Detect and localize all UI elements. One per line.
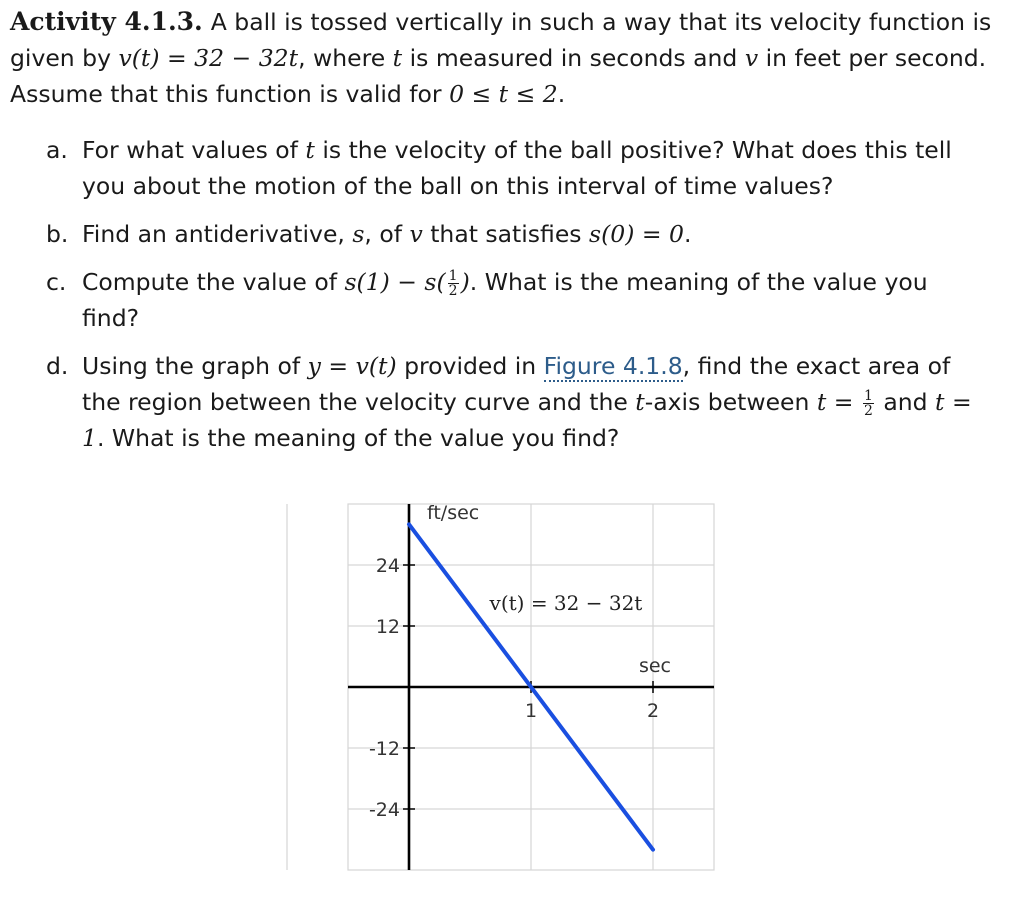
activity-title: Activity 4.1.3. [10,7,203,36]
task-text: . What is the meaning of the value you find? [96,424,620,452]
task-text: , find the exact area of the region between the velocity curve and the [82,352,951,416]
task-text: Find an antiderivative, [82,220,353,248]
task-text: that satisfies [422,220,590,248]
y-axis-unit-label: ft/sec [427,502,480,524]
intro-text: is measured in seconds and [402,44,745,72]
task-text: . [683,220,692,248]
fraction-denominator: 2 [863,403,873,419]
math-expression: s(1) − s( [344,268,446,296]
y-tick-label: 12 [375,616,400,638]
math-variable: t [305,136,315,164]
task-text: For what values of [82,136,306,164]
task-text: and [875,388,936,416]
y-tick-label: -12 [368,738,400,760]
task-marker: a. [46,136,68,164]
y-tick-label: 24 [375,555,400,577]
task-text: Compute the value of [82,268,345,296]
intro-text: in feet per second. Assume that this function is valid for [10,44,987,108]
x-tick-label: 1 [524,700,538,722]
intro-text: , where [298,44,393,72]
math-variable: t [392,44,403,72]
fraction-denominator: 2 [448,283,458,299]
intro-text: A ball is tossed vertically in such a way that its velocity function is given by [10,8,992,72]
fraction-numerator: 1 [863,388,873,404]
task-text: is the velocity of the ball positive? What does this tell you about the motion of the ball on this interval of time values? [82,136,952,200]
task-text: . What is the meaning of the value you find? [82,268,928,332]
math-expression: s(0) = 0 [589,220,684,248]
math-variable: s [352,220,365,248]
curve-label: v(t) = 32 − 32t [489,591,643,616]
math-expression: t = [816,388,861,416]
task-text: -axis between [644,388,817,416]
task-text: Using the graph of [82,352,308,380]
task-marker: c. [46,268,67,296]
math-expression: ) [460,268,470,296]
y-tick-label: -24 [368,799,400,821]
velocity-formula: v(t) = 32 − 32t [118,44,299,72]
math-expression: t = 1 [82,388,972,452]
task-text: provided in [396,352,544,380]
fraction-numerator: 1 [448,268,458,284]
math-variable: v [744,44,759,72]
math-expression: y = v(t) [307,352,397,380]
x-axis-unit-label: sec [638,655,672,677]
intro-text: . [557,80,566,108]
figure-link[interactable]: Figure 4.1.8 [543,352,683,380]
domain-inequality: 0 ≤ t ≤ 2 [449,80,558,108]
x-tick-label: 2 [646,700,660,722]
task-marker: d. [46,352,69,380]
math-variable: v [409,220,423,248]
task-marker: b. [46,220,69,248]
task-text: , of [364,220,410,248]
math-variable: t [635,388,645,416]
